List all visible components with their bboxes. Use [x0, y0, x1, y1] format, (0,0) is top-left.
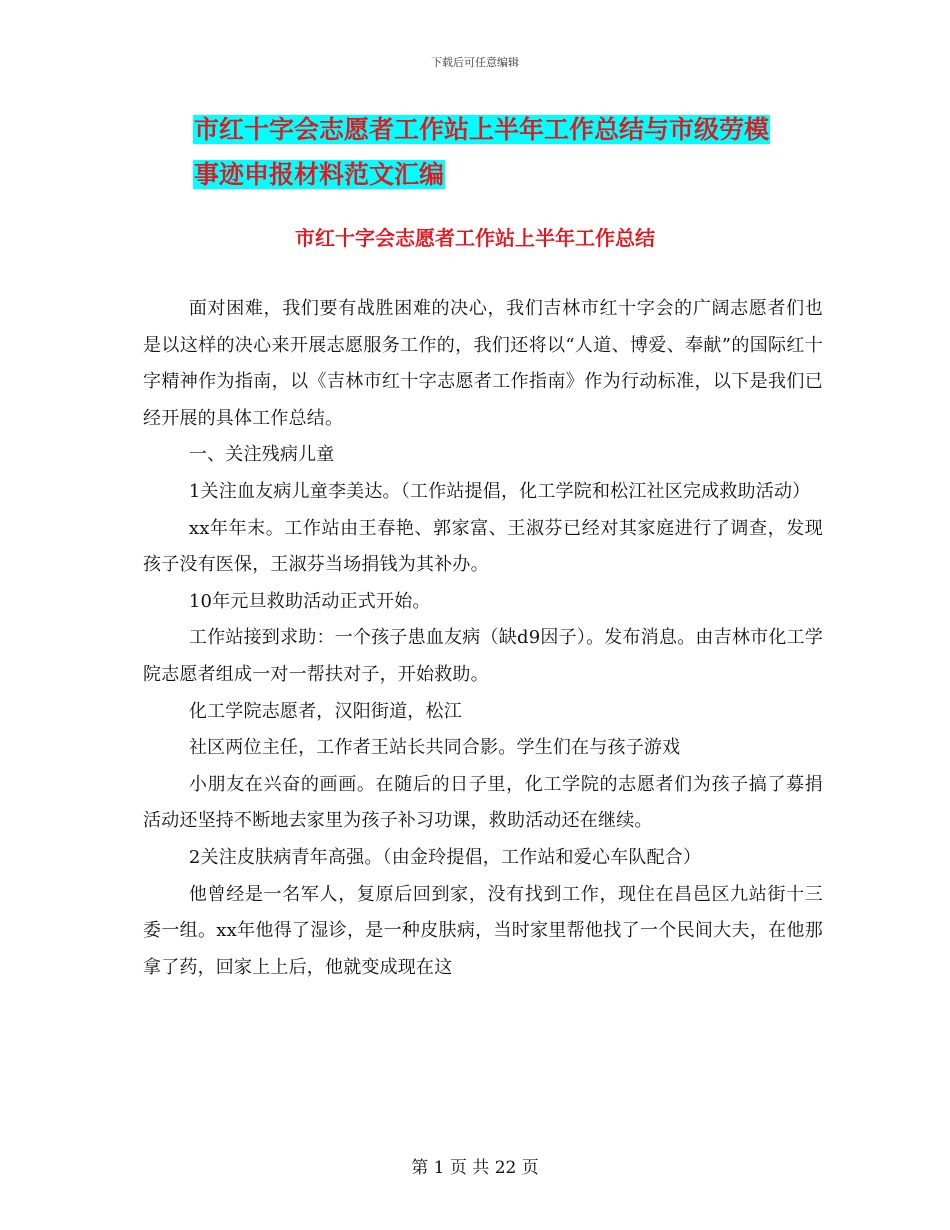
paragraph: 工作站接到求助：一个孩子患血友病（缺d9因子）。发布消息。由吉林市化工学院志愿者组成一对一帮扶对子，开始救助。 — [143, 627, 823, 685]
section-heading: 一、关注残病儿童 — [188, 444, 335, 466]
paragraph: xx年年末。工作站由王春艳、郭家富、王淑芬已经对其家庭进行了调查，发现孩子没有医保，王淑芬当场捐钱为其补办。 — [143, 517, 823, 576]
title-line-1-text: 市红十字会志愿者工作站上半年工作总结与市级劳模 — [194, 115, 770, 144]
paragraph: 小朋友在兴奋的画画。在随后的日子里，化工学院的志愿者们为孩子搞了募捐活动还坚持不断地去家里为孩子补习功课，救助活动还在继续。 — [143, 773, 823, 832]
paragraph: 面对困难，我们要有战胜困难的决心，我们吉林市红十字会的广阔志愿者们也是以这样的决心来开展志愿服务工作的，我们还将以“人道、博爱、奉献”的国际红十字精神作为指南，以《吉林市红十字志愿者工作指南》作为行动标准，以下是我们已经开展的具体工作总结。 — [143, 298, 823, 429]
paragraph: 社区两位主任，工作者王站长共同合影。学生们在与孩子游戏 — [188, 737, 681, 759]
paragraph: 2关注皮肤病青年高强。（由金玲提倡，工作站和爱心车队配合） — [188, 846, 702, 868]
paragraph: 他曾经是一名军人，复原后回到家，没有找到工作，现住在昌邑区九站街十三委一组。xx年他得了湿诊，是一种皮肤病，当时家里帮他找了一个民间大夫，在他那拿了药，回家上上后，他就变成现在这 — [143, 883, 823, 978]
document-title-line-2 — [193, 157, 445, 193]
paragraph: 化工学院志愿者，汉阳街道，松江 — [188, 700, 462, 722]
title-line-2-text: 事迹申报材料范文汇编 — [194, 160, 445, 189]
document-body — [143, 291, 823, 986]
section-title: 市红十字会志愿者工作站上半年工作总结 — [295, 226, 655, 250]
document-title-line-1 — [193, 112, 770, 148]
page-footer: 第 1 页 共 22 页 — [411, 1158, 539, 1178]
header-note: 下载后可任意编辑 — [431, 56, 519, 69]
paragraph: 1关注血友病儿童李美达。（工作站提倡，化工学院和松江社区完成救助活动） — [188, 480, 811, 502]
paragraph: 10年元旦救助活动正式开始。 — [188, 590, 431, 612]
